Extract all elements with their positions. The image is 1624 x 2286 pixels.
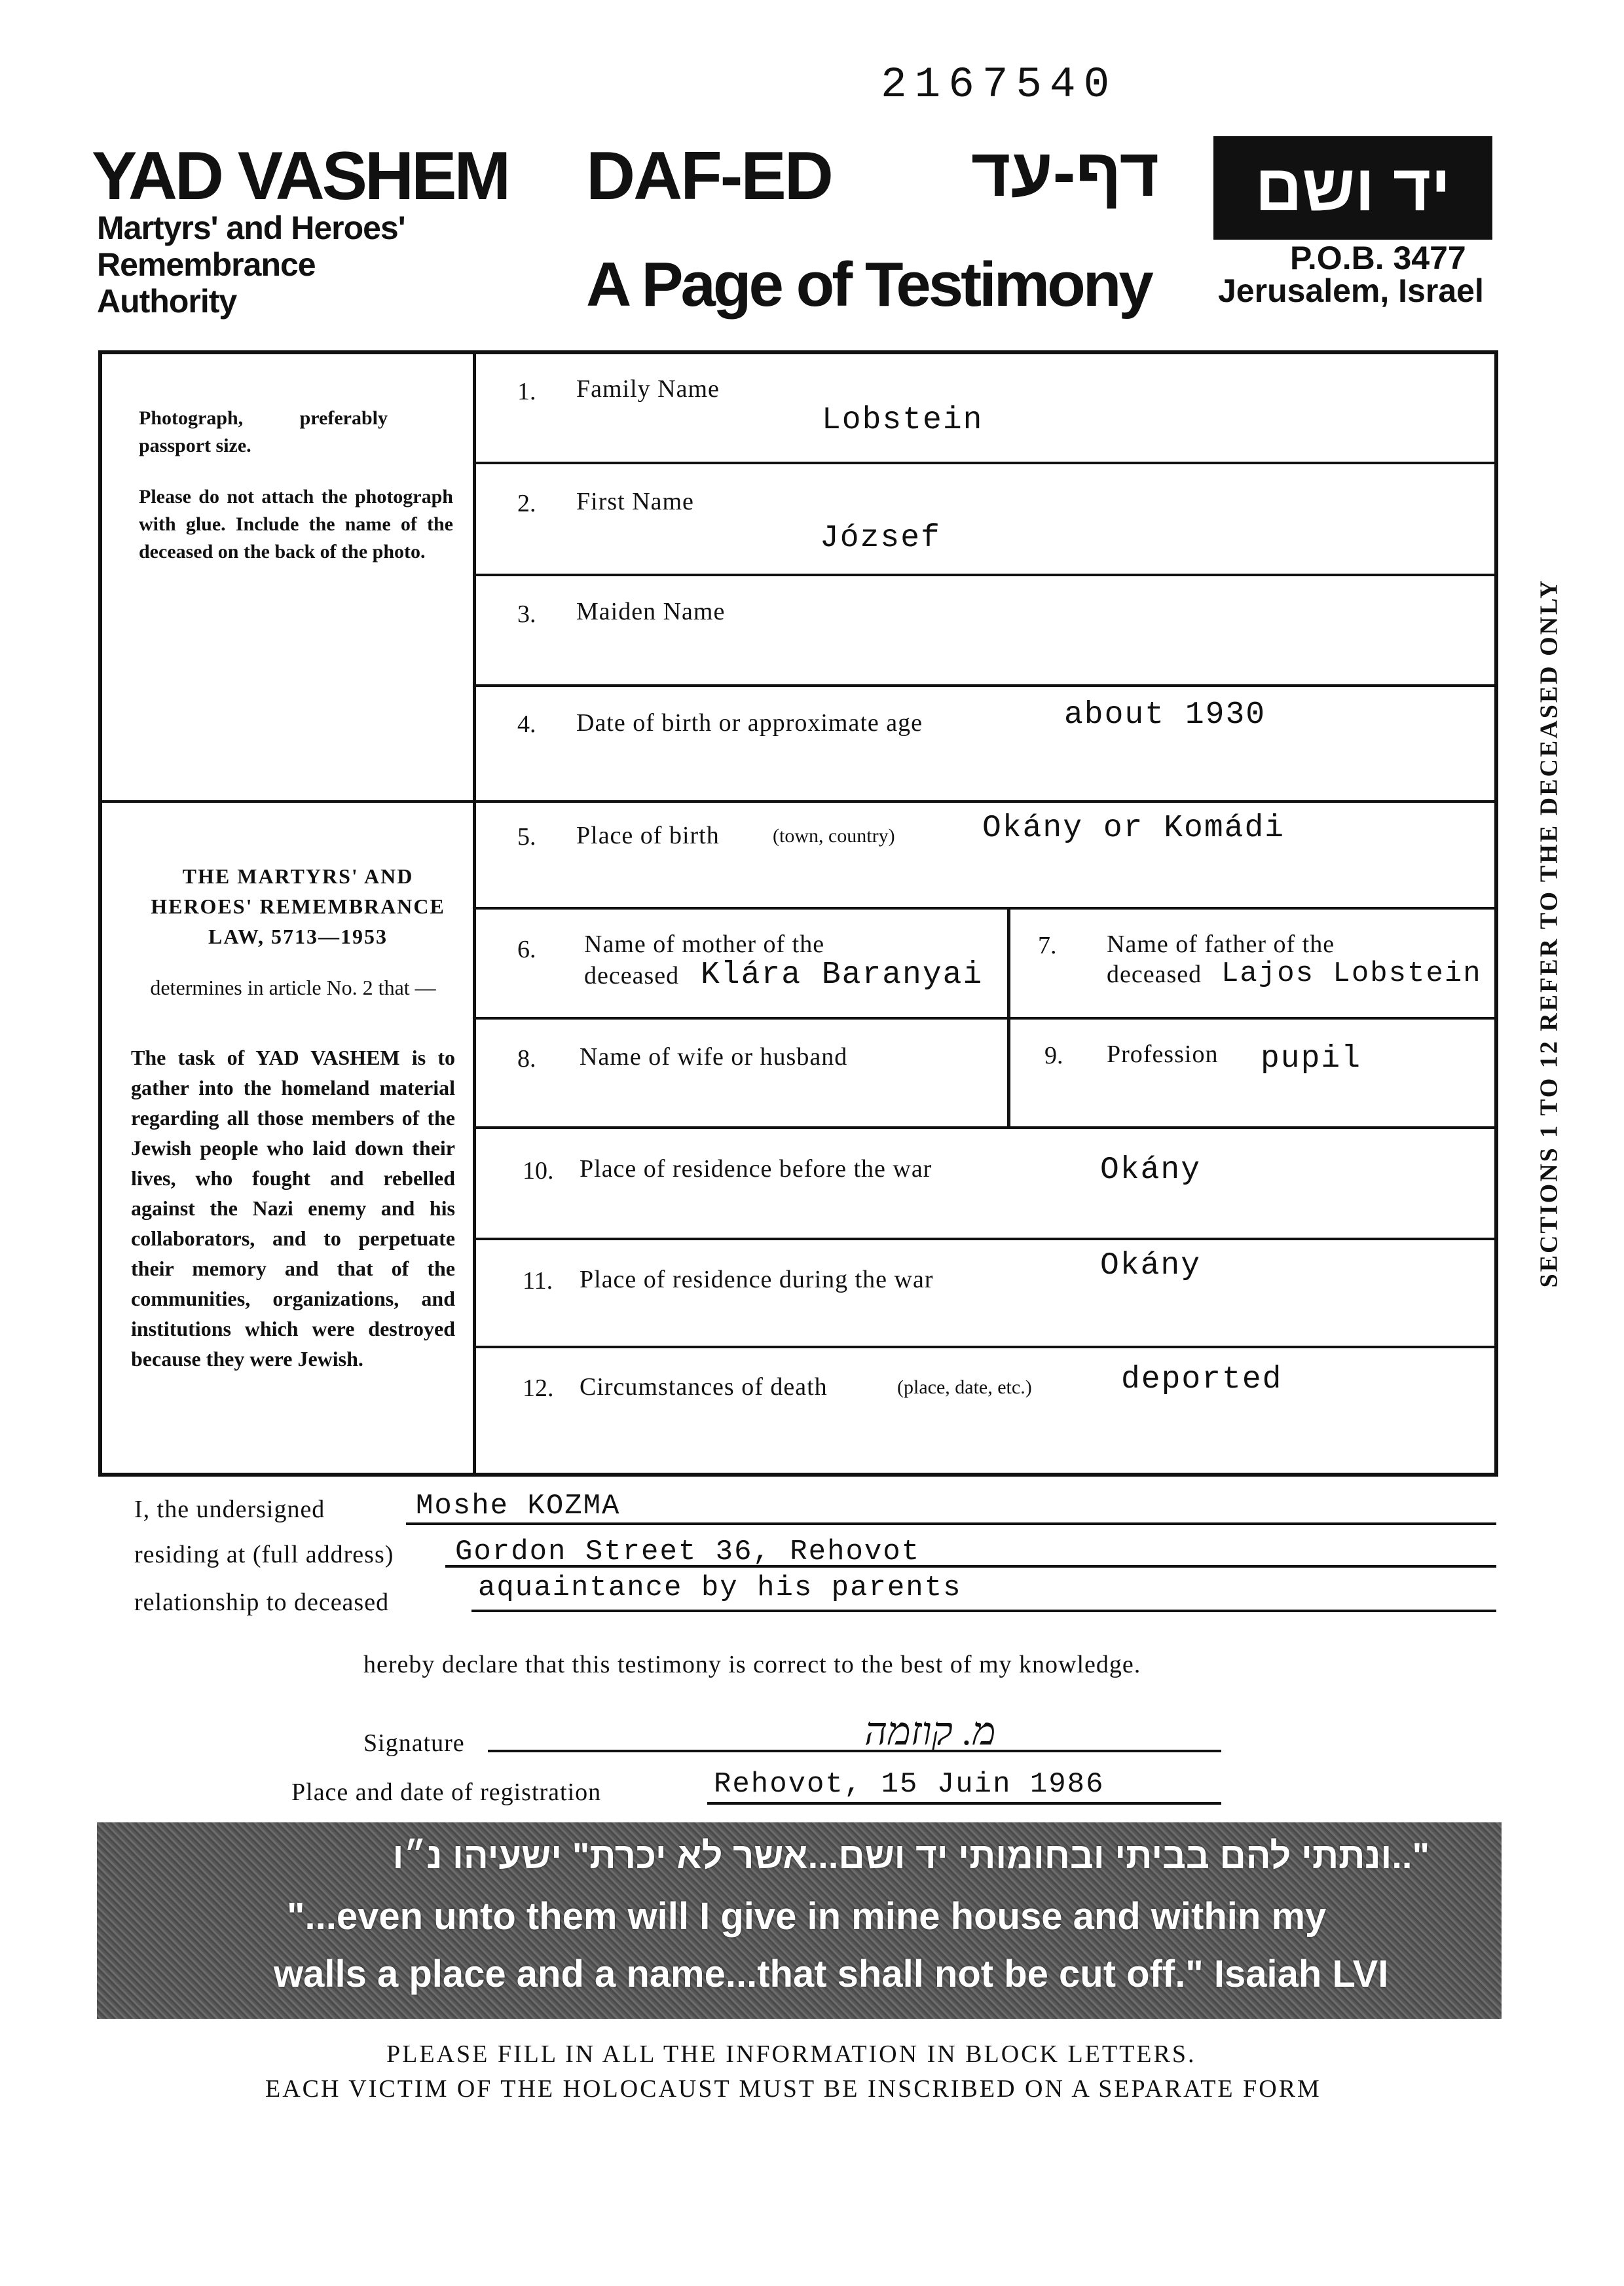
place-date-line — [707, 1802, 1221, 1805]
side-note: SECTIONS 1 TO 12 REFER TO THE DECEASED ONLY — [1535, 578, 1562, 1288]
place-date-value[interactable]: Rehovot, 15 Juin 1986 — [714, 1768, 1105, 1801]
signature-label: Signature — [363, 1729, 465, 1757]
page-title: A Page of Testimony — [586, 249, 1151, 320]
law-title: THE MARTYRS' AND HEROES' REMEMBRANCE LAW, 5713—1953 — [151, 864, 445, 948]
birth-place-value[interactable]: Okány or Komádi — [982, 811, 1285, 846]
footer-instruction-2: EACH VICTIM OF THE HOLOCAUST MUST BE INSCRIBED ON A SEPARATE FORM — [265, 2075, 1321, 2103]
family-name-value[interactable]: Lobstein — [822, 403, 984, 438]
law-text: The task of YAD VASHEM is to gather into the homeland material regarding all those members of the Jewish people who laid down their lives, who fought and rebelled against the Nazi enemy and his collaborators, and to perpetuate their memory and that of the communities, organizations, and institutions which were destroyed because they were Jewish. — [131, 1046, 455, 1371]
father-label-2: deceased — [1107, 961, 1202, 988]
place-date-label: Place and date of registration — [291, 1779, 602, 1806]
field-12-number: 12. — [523, 1374, 554, 1402]
address-value[interactable]: Gordon Street 36, Rehovot — [455, 1536, 921, 1568]
death-circumstances-value[interactable]: deported — [1121, 1362, 1283, 1397]
row-line — [475, 907, 1496, 910]
declaration-statement: hereby declare that this testimony is correct to the best of my knowledge. — [363, 1651, 1141, 1678]
footer-instruction-1: PLEASE FILL IN ALL THE INFORMATION IN BLOCK LETTERS. — [386, 2040, 1196, 2068]
daf-ed-label: DAF-ED — [586, 138, 832, 214]
family-name-label: Family Name — [576, 375, 720, 403]
father-name-value[interactable]: Lajos Lobstein — [1221, 957, 1482, 990]
undersigned-label: I, the undersigned — [134, 1496, 325, 1523]
field-3-number: 3. — [517, 600, 536, 628]
birth-place-hint: (town, country) — [773, 825, 895, 847]
row-line — [475, 684, 1496, 687]
father-label: Name of father of the — [1107, 931, 1335, 958]
residence-during-label: Place of residence during the war — [580, 1266, 934, 1293]
daf-ed-hebrew: דף-עד — [970, 135, 1159, 211]
mother-name-value[interactable]: Klára Baranyai — [701, 957, 984, 993]
yad-vashem-logo: יד ושם — [1213, 136, 1492, 240]
row-line — [475, 462, 1496, 464]
birth-place-label: Place of birth — [576, 822, 720, 849]
isaiah-quote-banner — [97, 1822, 1502, 2019]
po-box: P.O.B. 3477 — [1290, 240, 1466, 276]
birth-date-value[interactable]: about 1930 — [1064, 697, 1266, 733]
row-line — [475, 1346, 1496, 1348]
left-box-divider — [100, 800, 475, 803]
residence-before-value[interactable]: Okány — [1100, 1152, 1202, 1188]
spouse-label: Name of wife or husband — [580, 1043, 848, 1071]
undersigned-line — [406, 1522, 1496, 1525]
mother-label: Name of mother of the — [584, 931, 825, 958]
field-2-number: 2. — [517, 490, 536, 517]
city: Jerusalem, Israel — [1218, 272, 1484, 309]
profession-label: Profession — [1107, 1041, 1219, 1068]
photo-instructions: Please do not attach the photograph with glue. Include the name of the deceased on the back of the photo. — [139, 486, 453, 562]
row-line — [475, 574, 1496, 576]
row-line — [475, 1126, 1496, 1129]
law-determines: determines in article No. 2 that — — [150, 976, 436, 999]
first-name-value[interactable]: József — [820, 521, 941, 556]
death-circumstances-hint: (place, date, etc.) — [897, 1376, 1032, 1398]
address-label: residing at (full address) — [134, 1541, 394, 1568]
signature-line — [488, 1750, 1221, 1752]
residence-during-value[interactable]: Okány — [1100, 1248, 1202, 1283]
death-circumstances-label: Circumstances of death — [580, 1373, 828, 1401]
relationship-line — [471, 1610, 1496, 1612]
signature: מ. קוזמה — [864, 1710, 996, 1753]
field-8-number: 8. — [517, 1045, 536, 1073]
banner-hebrew: "..ונתתי להם בביתי ובחומותי יד ושם...אשר לא יכרת" ישעיהו נ״ו — [392, 1835, 1430, 1876]
field-5-number: 5. — [517, 823, 536, 851]
undersigned-value[interactable]: Moshe KOZMA — [416, 1490, 621, 1522]
banner-line-1: "...even unto them will I give in mine house and within my — [287, 1895, 1327, 1938]
banner-line-2: walls a place and a name...that shall not be cut off." Isaiah LVI — [274, 1953, 1389, 1995]
field-11-number: 11. — [523, 1267, 553, 1295]
field-7-number: 7. — [1038, 932, 1057, 959]
field-6-number: 6. — [517, 936, 536, 963]
row-line — [475, 1238, 1496, 1240]
org-name: YAD VASHEM — [92, 138, 509, 214]
relationship-value[interactable]: aquaintance by his parents — [478, 1572, 962, 1604]
row-line — [475, 1017, 1496, 1020]
field-9-number: 9. — [1044, 1042, 1063, 1069]
field-10-number: 10. — [523, 1157, 554, 1185]
field-1-number: 1. — [517, 378, 536, 405]
birth-date-label: Date of birth or approximate age — [576, 709, 923, 737]
mother-label-2: deceased — [584, 962, 680, 989]
org-subtitle: Martyrs' and Heroes' Remembrance Authority — [97, 210, 405, 320]
col-divider — [1007, 909, 1010, 1017]
col-divider — [1007, 1019, 1010, 1126]
document-number: 2167540 — [881, 60, 1118, 109]
left-column-divider — [473, 352, 476, 1473]
first-name-label: First Name — [576, 488, 694, 515]
row-line — [475, 800, 1496, 803]
residence-before-label: Place of residence before the war — [580, 1155, 932, 1183]
photo-instructions-size: Photograph, preferably passport size. — [139, 407, 388, 456]
maiden-name-label: Maiden Name — [576, 598, 726, 625]
relationship-label: relationship to deceased — [134, 1589, 390, 1616]
profession-value[interactable]: pupil — [1261, 1041, 1362, 1077]
field-4-number: 4. — [517, 710, 536, 738]
